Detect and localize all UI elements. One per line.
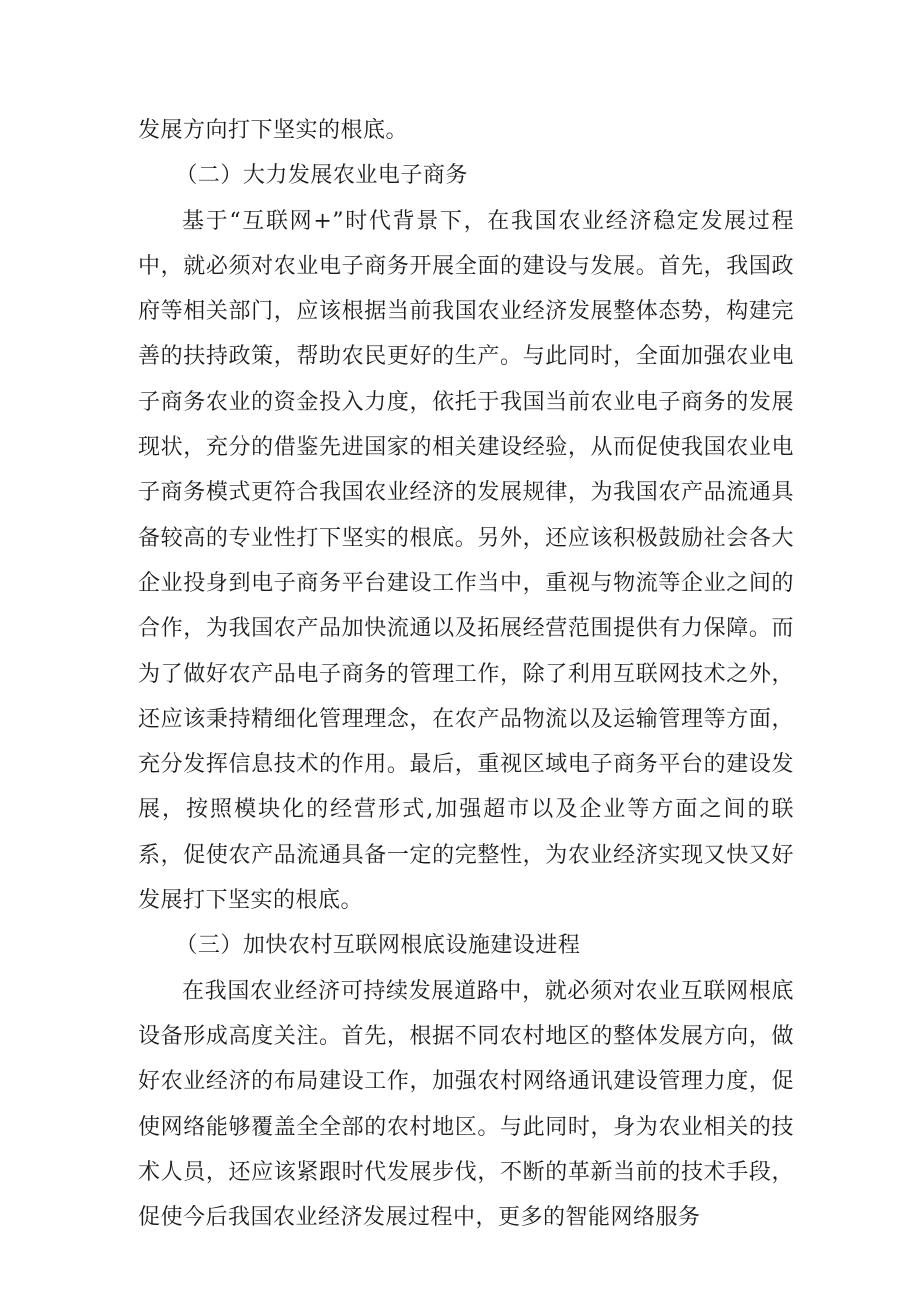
section-paragraph-2: 基于“互联网+”时代背景下，在我国农业经济稳定发展过程中，就必须对农业电子商务开展全面的建设与发展。首先，我国政府等相关部门，应该根据当前我国农业经济发展整体态势，构建完善的扶持政策，帮助农民更好的生产。与此同时，全面加强农业电子商务农业的资金投入力度，依托于我国当前农业电子商务的发展现状，充分的借鉴先进国家的相关建设经验，从而促使我国农业电子商务模式更符合我国农业经济的发展规律，为我国农产品流通具备较高的专业性打下坚实的根底。另外，还应该积极鼓励社会各大企业投身到电子商务平台建设工作当中，重视与物流等企业之间的合作，为我国农产品加快流通以及拓展经营范围提供有力保障。而为了做好农产品电子商务的管理工作，除了利用互联网技术之外，还应该秉持精细化管理理念，在农产品物流以及运输管理等方面，充分发挥信息技术的作用。最后，重视区域电子商务平台的建设发展，按照模块化的经营形式,加强超市以及企业等方面之间的联系，促使农产品流通具备一定的完整性，为农业经济实现又快又好发展打下坚实的根底。 xyxy=(138,208,794,914)
section-paragraph-3: 在我国农业经济可持续发展道路中，就必须对农业互联网根底设备形成高度关注。首先，根据不同农村地区的整体发展方向，做好农业经济的布局建设工作，加强农村网络通讯建设管理力度，促使网络能够覆盖全全部的农村地区。与此同时，身为农业相关的技术人员，还应该紧跟时代发展步伐，不断的革新当前的技术手段，促使今后我国农业经济发展过程中，更多的智能网络服务 xyxy=(138,978,794,1231)
section-heading-3: （三）加快农村互联网根底设施建设进程 xyxy=(175,933,581,959)
continuation-paragraph: 发展方向打下坚实的根底。 xyxy=(138,118,409,143)
document-body xyxy=(138,108,794,1240)
section-heading-2: （二）大力发展农业电子商务 xyxy=(175,163,468,189)
